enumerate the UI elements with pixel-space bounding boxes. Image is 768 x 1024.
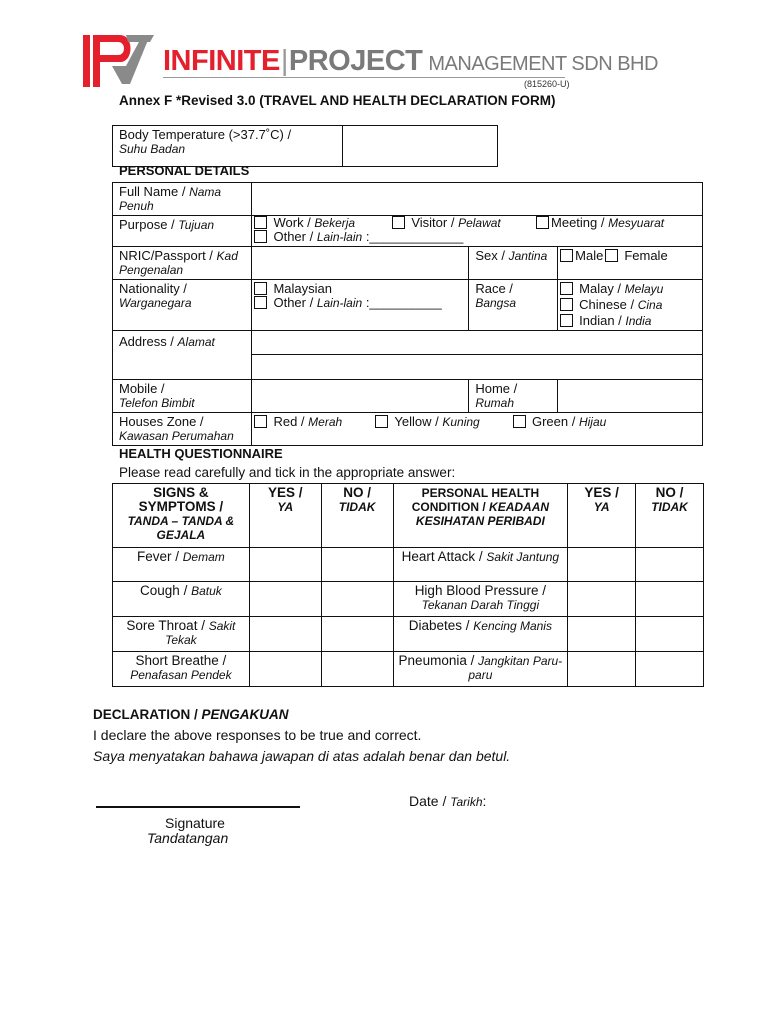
condition-no-cell[interactable] (636, 617, 704, 652)
sign-cell: Short Breathe / Penafasan Pendek (113, 652, 250, 687)
condition-cell: High Blood Pressure / Tekanan Darah Tinggi (393, 582, 568, 617)
health-instruction: Please read carefully and tick in the appropriate answer: (119, 465, 456, 480)
sign-no-cell[interactable] (321, 548, 393, 582)
home-field[interactable] (558, 380, 703, 413)
yes-header-2: YES / YA (568, 484, 636, 548)
sign-yes-cell[interactable] (249, 548, 321, 582)
condition-no-cell[interactable] (636, 582, 704, 617)
signs-header: SIGNS & SYMPTOMS / TANDA – TANDA & GEJALA (113, 484, 250, 548)
signature-label-ms: Tandatangan (147, 830, 229, 846)
condition-cell: Diabetes / Kencing Manis (393, 617, 568, 652)
sex-female-checkbox[interactable] (605, 249, 618, 262)
sign-cell: Cough / Batuk (113, 582, 250, 617)
yes-header-1: YES / YA (249, 484, 321, 548)
condition-yes-cell[interactable] (568, 548, 636, 582)
personal-details-title: PERSONAL DETAILS (119, 163, 250, 178)
purpose-work-checkbox[interactable] (254, 216, 267, 229)
company-logo-icon (82, 34, 154, 88)
temperature-table (112, 125, 498, 167)
condition-header: PERSONAL HEALTH CONDITION / KEADAAN KESIHATAN PERIBADI (393, 484, 568, 548)
sign-no-cell[interactable] (321, 617, 393, 652)
race-indian-checkbox[interactable] (560, 314, 573, 327)
declaration-text-ms: Saya menyatakan bahawa jawapan di atas adalah benar dan betul. (93, 748, 511, 764)
zone-yellow-checkbox[interactable] (375, 415, 388, 428)
condition-yes-cell[interactable] (568, 617, 636, 652)
zone-options: Red / Merah Yellow / Kuning Green / Hijau (252, 413, 703, 446)
mobile-field[interactable] (252, 380, 469, 413)
nric-label: NRIC/Passport / Kad Pengenalan (113, 247, 252, 280)
sign-yes-cell[interactable] (249, 652, 321, 687)
sign-yes-cell[interactable] (249, 617, 321, 652)
condition-cell: Pneumonia / Jangkitan Paru-paru (393, 652, 568, 687)
signature-line[interactable] (96, 806, 300, 808)
temperature-label: Body Temperature (>37.7˚C) / Suhu Badan (113, 126, 343, 167)
health-questionnaire-title: HEALTH QUESTIONNAIRE (119, 446, 283, 461)
sex-options: Male Female (558, 247, 703, 280)
purpose-other-checkbox[interactable] (254, 230, 267, 243)
full-name-field[interactable] (252, 183, 703, 216)
condition-no-cell[interactable] (636, 652, 704, 687)
address-label: Address / Alamat (113, 331, 252, 380)
nationality-label: Nationality / Warganegara (113, 280, 252, 331)
table-row (113, 652, 704, 687)
purpose-meeting-checkbox[interactable] (536, 216, 549, 229)
sign-no-cell[interactable] (321, 652, 393, 687)
address-line1-field[interactable] (252, 331, 703, 355)
purpose-options: Work / Bekerja Visitor / Pelawat Meeting / Mesyuarat Other / Lain-lain :_____________ (252, 216, 703, 247)
header-divider (163, 77, 565, 78)
home-label: Home / Rumah (469, 380, 558, 413)
sign-cell: Fever / Demam (113, 548, 250, 582)
zone-green-checkbox[interactable] (513, 415, 526, 428)
race-malay-checkbox[interactable] (560, 282, 573, 295)
race-chinese-checkbox[interactable] (560, 298, 573, 311)
condition-cell: Heart Attack / Sakit Jantung (393, 548, 568, 582)
personal-details-table (112, 182, 703, 446)
sex-male-checkbox[interactable] (560, 249, 573, 262)
sign-yes-cell[interactable] (249, 582, 321, 617)
condition-no-cell[interactable] (636, 548, 704, 582)
no-header-2: NO / TIDAK (636, 484, 704, 548)
nationality-malaysian-checkbox[interactable] (254, 282, 267, 295)
table-row (113, 617, 704, 652)
sign-cell: Sore Throat / Sakit Tekak (113, 617, 250, 652)
table-row (113, 582, 704, 617)
address-line2-field[interactable] (252, 355, 703, 380)
purpose-label: Purpose / Tujuan (113, 216, 252, 247)
company-name: INFINITE|PROJECT MANAGEMENT SDN BHD (163, 45, 658, 77)
mobile-label: Mobile / Telefon Bimbit (113, 380, 252, 413)
zone-label: Houses Zone / Kawasan Perumahan (113, 413, 252, 446)
temperature-field[interactable] (343, 126, 498, 167)
race-label: Race / Bangsa (469, 280, 558, 331)
date-label: Date / Tarikh: (409, 793, 487, 809)
declaration-text-en: I declare the above responses to be true and correct. (93, 727, 422, 743)
condition-yes-cell[interactable] (568, 652, 636, 687)
nationality-options: Malaysian Other / Lain-lain :__________ (252, 280, 469, 331)
table-row (113, 548, 704, 582)
sign-no-cell[interactable] (321, 582, 393, 617)
signature-label: Signature (165, 815, 225, 831)
nationality-other-checkbox[interactable] (254, 296, 267, 309)
declaration-title: DECLARATION / PENGAKUAN (93, 707, 289, 722)
full-name-label: Full Name / Nama Penuh (113, 183, 252, 216)
health-questionnaire-table (112, 483, 704, 687)
purpose-visitor-checkbox[interactable] (392, 216, 405, 229)
form-title: Annex F *Revised 3.0 (TRAVEL AND HEALTH DECLARATION FORM) (119, 93, 556, 108)
nric-field[interactable] (252, 247, 469, 280)
no-header-1: NO / TIDAK (321, 484, 393, 548)
sex-label: Sex / Jantina (469, 247, 558, 280)
condition-yes-cell[interactable] (568, 582, 636, 617)
zone-red-checkbox[interactable] (254, 415, 267, 428)
race-options: Malay / Melayu Chinese / Cina Indian / India (558, 280, 703, 331)
registration-number: (815260-U) (524, 79, 570, 89)
